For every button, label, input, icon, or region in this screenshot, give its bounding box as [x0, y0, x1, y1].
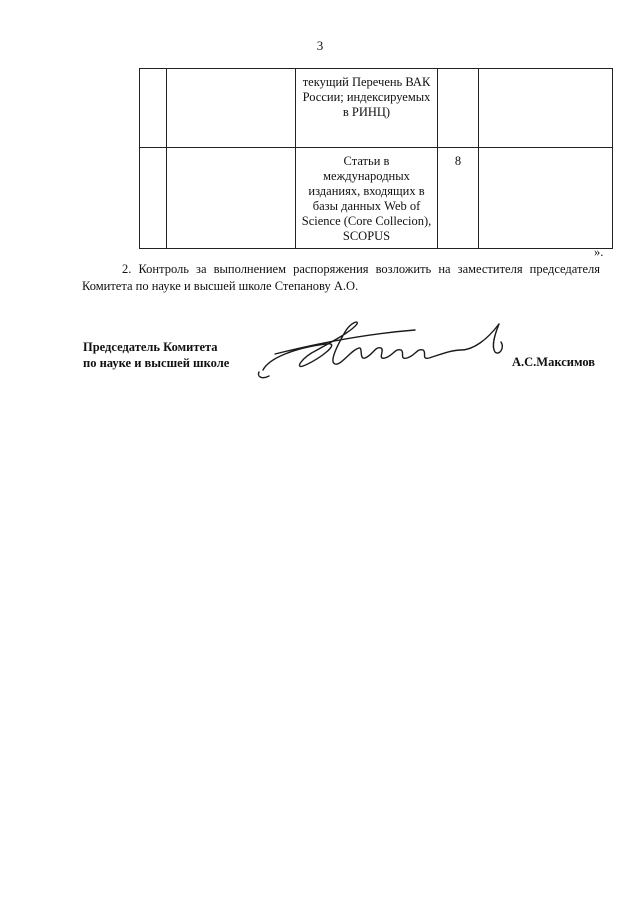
signatory-title-line1: Председатель Комитета — [83, 340, 218, 354]
closing-quote: ». — [594, 245, 604, 259]
table-cell — [167, 148, 296, 249]
table-row — [140, 148, 613, 249]
page-number: 3 — [316, 38, 324, 53]
table-cell — [140, 148, 167, 249]
table-cell: 8 — [438, 148, 479, 249]
handwritten-signature — [255, 310, 515, 380]
table-cell — [438, 69, 479, 148]
table-cell — [479, 69, 613, 148]
table-cell — [167, 69, 296, 148]
table-cell: текущий Перечень ВАК России; индексируемых в РИНЦ) — [296, 69, 438, 148]
paragraph-item-2: 2. Контроль за выполнением распоряжения возложить на заместителя председателя Комитета по науке и высшей школе Степанову А.О. — [82, 262, 600, 293]
table-row — [140, 69, 613, 148]
continuation-table — [139, 68, 613, 249]
table-cell — [479, 148, 613, 249]
table-cell: Статьи в международных изданиях, входящих в базы данных Web of Science (Core Collecion), SCOPUS — [296, 148, 438, 249]
signatory-name: А.С.Максимов — [512, 355, 596, 369]
signatory-title-line2: по науке и высшей школе — [83, 356, 230, 370]
table-cell — [140, 69, 167, 148]
signatory-title — [83, 339, 229, 371]
